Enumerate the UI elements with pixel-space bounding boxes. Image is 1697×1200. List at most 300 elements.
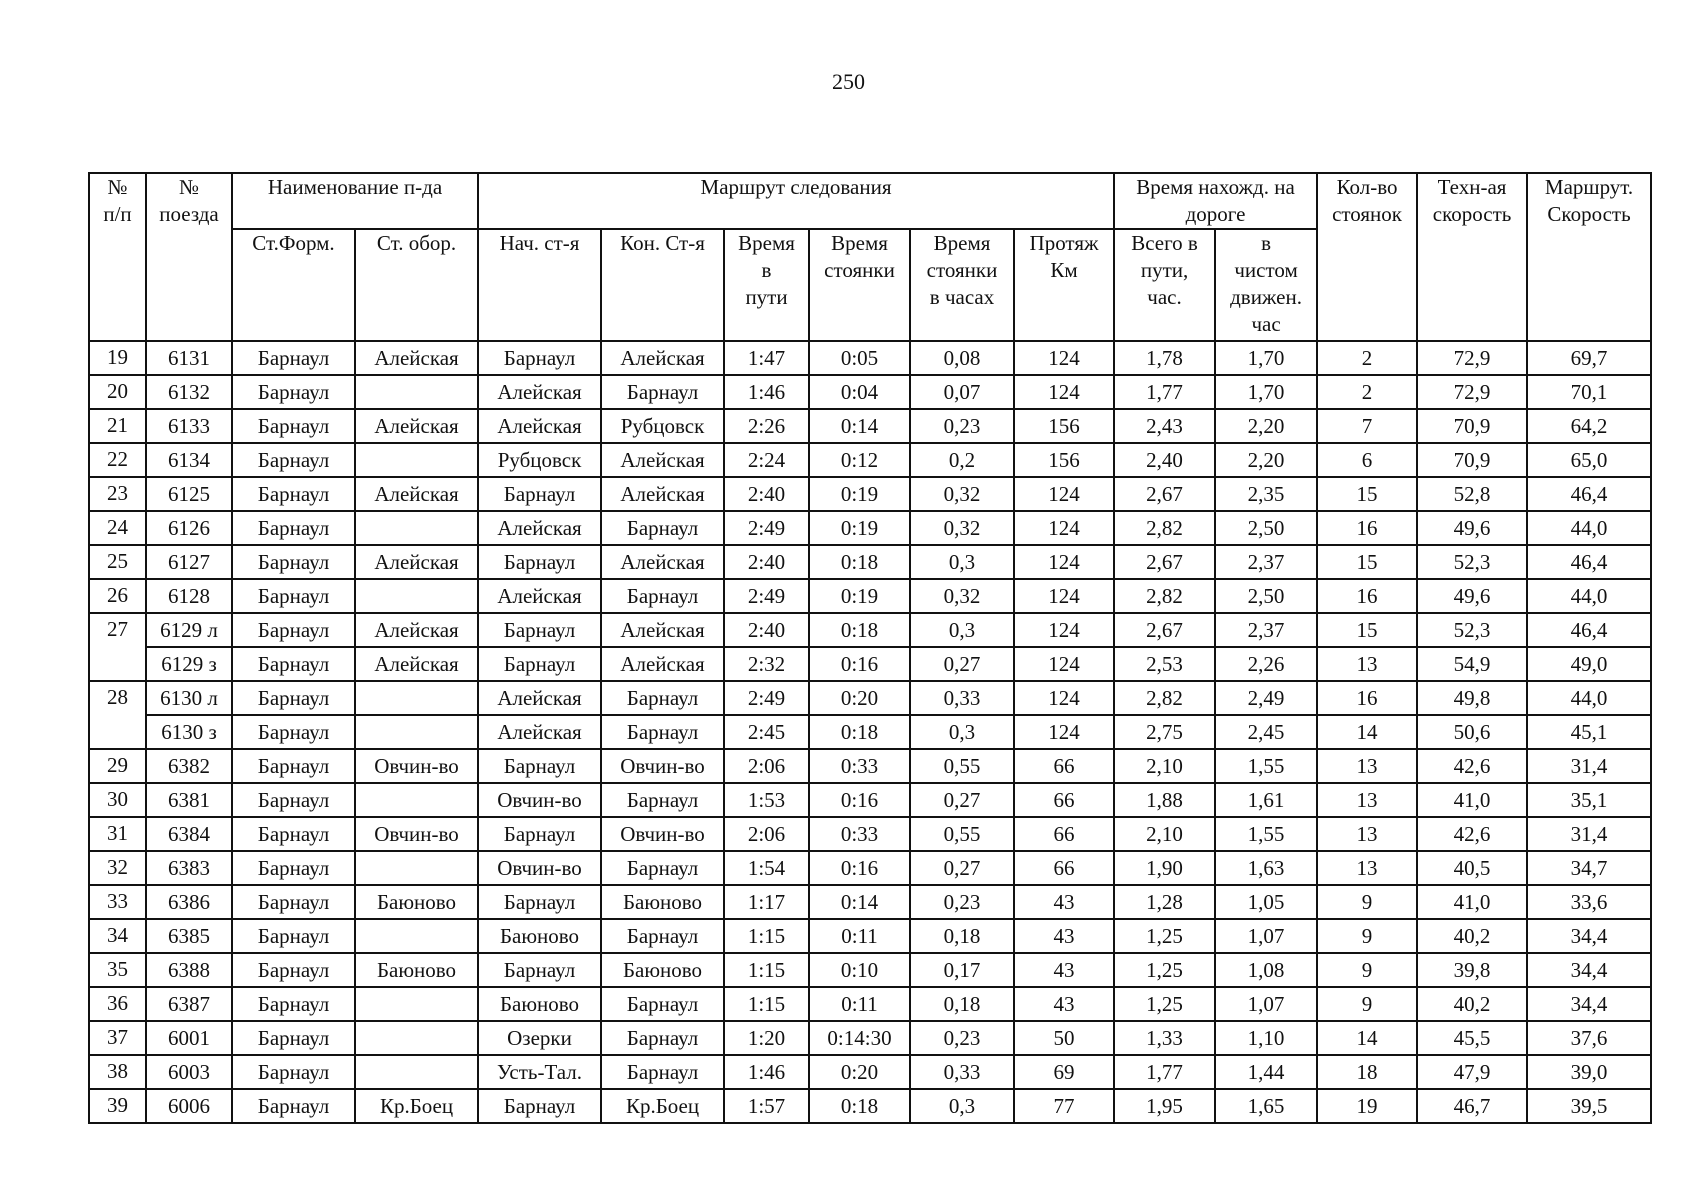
header-travel-time: Время в пути bbox=[724, 229, 809, 341]
cell-length-km: 43 bbox=[1014, 919, 1114, 953]
cell-length-km: 43 bbox=[1014, 885, 1114, 919]
cell-length-km: 43 bbox=[1014, 953, 1114, 987]
cell-row-number: 23 bbox=[89, 477, 146, 511]
cell-end-station: Алейская bbox=[601, 613, 724, 647]
cell-row-number: 26 bbox=[89, 579, 146, 613]
cell-train-number: 6383 bbox=[146, 851, 232, 885]
cell-travel-time: 1:57 bbox=[724, 1089, 809, 1123]
cell-stops-count: 9 bbox=[1317, 885, 1417, 919]
cell-total-hours: 1,77 bbox=[1114, 1055, 1215, 1089]
cell-net-hours: 1,44 bbox=[1215, 1055, 1317, 1089]
cell-route-speed: 46,4 bbox=[1527, 613, 1651, 647]
cell-tech-speed: 41,0 bbox=[1417, 783, 1527, 817]
cell-formation-station: Барнаул bbox=[232, 817, 355, 851]
cell-tech-speed: 50,6 bbox=[1417, 715, 1527, 749]
cell-row-number: 39 bbox=[89, 1089, 146, 1123]
cell-start-station: Алейская bbox=[478, 579, 601, 613]
cell-stops-count: 7 bbox=[1317, 409, 1417, 443]
cell-stops-count: 14 bbox=[1317, 715, 1417, 749]
cell-formation-station: Барнаул bbox=[232, 783, 355, 817]
cell-turnaround-station: Баюново bbox=[355, 885, 478, 919]
cell-formation-station: Барнаул bbox=[232, 579, 355, 613]
cell-stop-hours: 0,55 bbox=[910, 817, 1014, 851]
cell-net-hours: 1,61 bbox=[1215, 783, 1317, 817]
header-time-on-road: Время нахожд. на дороге bbox=[1114, 173, 1317, 229]
cell-start-station: Рубцовск bbox=[478, 443, 601, 477]
cell-stop-time: 0:14:30 bbox=[809, 1021, 910, 1055]
cell-net-hours: 1,07 bbox=[1215, 987, 1317, 1021]
cell-turnaround-station bbox=[355, 375, 478, 409]
cell-train-number: 6001 bbox=[146, 1021, 232, 1055]
header-route-speed: Маршрут. Скорость bbox=[1527, 173, 1651, 341]
cell-tech-speed: 46,7 bbox=[1417, 1089, 1527, 1123]
table-row bbox=[89, 1055, 1651, 1089]
cell-start-station: Барнаул bbox=[478, 749, 601, 783]
cell-start-station: Усть-Тал. bbox=[478, 1055, 601, 1089]
cell-tech-speed: 70,9 bbox=[1417, 409, 1527, 443]
cell-stops-count: 13 bbox=[1317, 749, 1417, 783]
cell-route-speed: 39,0 bbox=[1527, 1055, 1651, 1089]
table-row bbox=[89, 919, 1651, 953]
cell-stop-time: 0:12 bbox=[809, 443, 910, 477]
cell-start-station: Овчин-во bbox=[478, 851, 601, 885]
cell-row-number: 34 bbox=[89, 919, 146, 953]
cell-stop-hours: 0,3 bbox=[910, 715, 1014, 749]
cell-route-speed: 31,4 bbox=[1527, 817, 1651, 851]
cell-total-hours: 2,82 bbox=[1114, 579, 1215, 613]
cell-stops-count: 9 bbox=[1317, 919, 1417, 953]
cell-stop-time: 0:19 bbox=[809, 477, 910, 511]
cell-start-station: Алейская bbox=[478, 375, 601, 409]
cell-travel-time: 2:49 bbox=[724, 511, 809, 545]
cell-length-km: 156 bbox=[1014, 409, 1114, 443]
cell-travel-time: 1:20 bbox=[724, 1021, 809, 1055]
cell-route-speed: 34,4 bbox=[1527, 987, 1651, 1021]
cell-stop-time: 0:16 bbox=[809, 851, 910, 885]
cell-formation-station: Барнаул bbox=[232, 749, 355, 783]
cell-stop-time: 0:20 bbox=[809, 1055, 910, 1089]
cell-net-hours: 2,20 bbox=[1215, 409, 1317, 443]
cell-train-number: 6130 з bbox=[146, 715, 232, 749]
table-row bbox=[89, 1021, 1651, 1055]
cell-end-station: Кр.Боец bbox=[601, 1089, 724, 1123]
cell-net-hours: 2,26 bbox=[1215, 647, 1317, 681]
cell-start-station: Барнаул bbox=[478, 817, 601, 851]
cell-net-hours: 1,70 bbox=[1215, 375, 1317, 409]
cell-travel-time: 1:17 bbox=[724, 885, 809, 919]
cell-train-number: 6134 bbox=[146, 443, 232, 477]
cell-net-hours: 1,10 bbox=[1215, 1021, 1317, 1055]
cell-length-km: 69 bbox=[1014, 1055, 1114, 1089]
cell-end-station: Алейская bbox=[601, 443, 724, 477]
cell-tech-speed: 52,3 bbox=[1417, 613, 1527, 647]
cell-stop-time: 0:16 bbox=[809, 783, 910, 817]
cell-stop-time: 0:14 bbox=[809, 885, 910, 919]
cell-formation-station: Барнаул bbox=[232, 477, 355, 511]
header-stop-time: Время стоянки bbox=[809, 229, 910, 341]
cell-turnaround-station bbox=[355, 511, 478, 545]
cell-stop-time: 0:18 bbox=[809, 545, 910, 579]
train-schedule-table bbox=[88, 172, 1652, 1124]
cell-stop-time: 0:14 bbox=[809, 409, 910, 443]
cell-total-hours: 2,40 bbox=[1114, 443, 1215, 477]
cell-travel-time: 2:24 bbox=[724, 443, 809, 477]
cell-travel-time: 2:40 bbox=[724, 613, 809, 647]
cell-travel-time: 1:47 bbox=[724, 341, 809, 375]
cell-stops-count: 16 bbox=[1317, 511, 1417, 545]
cell-total-hours: 2,82 bbox=[1114, 681, 1215, 715]
header-stops-count: Кол-во стоянок bbox=[1317, 173, 1417, 341]
cell-turnaround-station: Алейская bbox=[355, 477, 478, 511]
cell-route-speed: 70,1 bbox=[1527, 375, 1651, 409]
table-row bbox=[89, 953, 1651, 987]
cell-net-hours: 2,35 bbox=[1215, 477, 1317, 511]
cell-stop-time: 0:20 bbox=[809, 681, 910, 715]
table-row bbox=[89, 885, 1651, 919]
cell-total-hours: 1,95 bbox=[1114, 1089, 1215, 1123]
cell-stops-count: 6 bbox=[1317, 443, 1417, 477]
header-turnaround-station: Ст. обор. bbox=[355, 229, 478, 341]
cell-total-hours: 1,25 bbox=[1114, 919, 1215, 953]
cell-stop-hours: 0,3 bbox=[910, 1089, 1014, 1123]
table-row bbox=[89, 817, 1651, 851]
cell-net-hours: 2,20 bbox=[1215, 443, 1317, 477]
cell-start-station: Барнаул bbox=[478, 647, 601, 681]
cell-end-station: Баюново bbox=[601, 953, 724, 987]
cell-turnaround-station: Алейская bbox=[355, 341, 478, 375]
cell-start-station: Баюново bbox=[478, 987, 601, 1021]
table-row bbox=[89, 477, 1651, 511]
cell-row-number: 24 bbox=[89, 511, 146, 545]
cell-total-hours: 1,25 bbox=[1114, 987, 1215, 1021]
cell-travel-time: 2:49 bbox=[724, 681, 809, 715]
cell-route-speed: 35,1 bbox=[1527, 783, 1651, 817]
cell-stops-count: 13 bbox=[1317, 647, 1417, 681]
cell-start-station: Алейская bbox=[478, 681, 601, 715]
cell-stop-time: 0:33 bbox=[809, 749, 910, 783]
cell-train-number: 6129 з bbox=[146, 647, 232, 681]
cell-stop-time: 0:05 bbox=[809, 341, 910, 375]
cell-route-speed: 34,4 bbox=[1527, 953, 1651, 987]
table-row bbox=[89, 409, 1651, 443]
cell-start-station: Озерки bbox=[478, 1021, 601, 1055]
cell-travel-time: 2:49 bbox=[724, 579, 809, 613]
cell-stops-count: 9 bbox=[1317, 953, 1417, 987]
cell-turnaround-station: Алейская bbox=[355, 647, 478, 681]
cell-formation-station: Барнаул bbox=[232, 885, 355, 919]
cell-stop-time: 0:19 bbox=[809, 579, 910, 613]
cell-formation-station: Барнаул bbox=[232, 851, 355, 885]
cell-stops-count: 2 bbox=[1317, 341, 1417, 375]
cell-formation-station: Барнаул bbox=[232, 1021, 355, 1055]
cell-formation-station: Барнаул bbox=[232, 341, 355, 375]
cell-total-hours: 2,10 bbox=[1114, 749, 1215, 783]
cell-train-number: 6388 bbox=[146, 953, 232, 987]
header-end-station: Кон. Ст-я bbox=[601, 229, 724, 341]
cell-route-speed: 44,0 bbox=[1527, 511, 1651, 545]
cell-tech-speed: 49,8 bbox=[1417, 681, 1527, 715]
cell-formation-station: Барнаул bbox=[232, 375, 355, 409]
cell-turnaround-station: Баюново bbox=[355, 953, 478, 987]
cell-tech-speed: 52,8 bbox=[1417, 477, 1527, 511]
cell-start-station: Барнаул bbox=[478, 341, 601, 375]
cell-tech-speed: 52,3 bbox=[1417, 545, 1527, 579]
cell-travel-time: 1:54 bbox=[724, 851, 809, 885]
cell-tech-speed: 45,5 bbox=[1417, 1021, 1527, 1055]
cell-end-station: Овчин-во bbox=[601, 817, 724, 851]
cell-travel-time: 1:15 bbox=[724, 919, 809, 953]
cell-formation-station: Барнаул bbox=[232, 613, 355, 647]
cell-tech-speed: 54,9 bbox=[1417, 647, 1527, 681]
cell-start-station: Барнаул bbox=[478, 1089, 601, 1123]
cell-travel-time: 1:53 bbox=[724, 783, 809, 817]
cell-total-hours: 1,78 bbox=[1114, 341, 1215, 375]
cell-stop-hours: 0,17 bbox=[910, 953, 1014, 987]
cell-formation-station: Барнаул bbox=[232, 409, 355, 443]
cell-stop-time: 0:19 bbox=[809, 511, 910, 545]
cell-stops-count: 9 bbox=[1317, 987, 1417, 1021]
cell-travel-time: 1:46 bbox=[724, 1055, 809, 1089]
cell-turnaround-station bbox=[355, 987, 478, 1021]
header-tech-speed: Техн-ая скорость bbox=[1417, 173, 1527, 341]
cell-train-number: 6385 bbox=[146, 919, 232, 953]
cell-travel-time: 2:40 bbox=[724, 545, 809, 579]
cell-stops-count: 13 bbox=[1317, 851, 1417, 885]
cell-stop-hours: 0,23 bbox=[910, 885, 1014, 919]
cell-turnaround-station bbox=[355, 1055, 478, 1089]
cell-end-station: Алейская bbox=[601, 545, 724, 579]
cell-end-station: Алейская bbox=[601, 647, 724, 681]
cell-net-hours: 2,50 bbox=[1215, 579, 1317, 613]
cell-stop-hours: 0,18 bbox=[910, 987, 1014, 1021]
cell-row-number: 36 bbox=[89, 987, 146, 1021]
page-number: 250 bbox=[832, 69, 865, 94]
cell-row-number: 22 bbox=[89, 443, 146, 477]
cell-row-number: 31 bbox=[89, 817, 146, 851]
cell-net-hours: 1,07 bbox=[1215, 919, 1317, 953]
cell-row-number: 28 bbox=[89, 681, 146, 749]
cell-net-hours: 1,55 bbox=[1215, 817, 1317, 851]
cell-stop-time: 0:18 bbox=[809, 613, 910, 647]
cell-travel-time: 2:40 bbox=[724, 477, 809, 511]
cell-turnaround-station: Кр.Боец bbox=[355, 1089, 478, 1123]
cell-train-number: 6128 bbox=[146, 579, 232, 613]
cell-stop-hours: 0,27 bbox=[910, 783, 1014, 817]
cell-tech-speed: 40,2 bbox=[1417, 919, 1527, 953]
cell-row-number: 19 bbox=[89, 341, 146, 375]
cell-length-km: 124 bbox=[1014, 341, 1114, 375]
cell-end-station: Барнаул bbox=[601, 783, 724, 817]
cell-turnaround-station bbox=[355, 1021, 478, 1055]
cell-row-number: 30 bbox=[89, 783, 146, 817]
header-route: Маршрут следования bbox=[478, 173, 1114, 229]
cell-route-speed: 69,7 bbox=[1527, 341, 1651, 375]
cell-stop-time: 0:18 bbox=[809, 1089, 910, 1123]
cell-route-speed: 33,6 bbox=[1527, 885, 1651, 919]
cell-train-number: 6386 bbox=[146, 885, 232, 919]
cell-tech-speed: 72,9 bbox=[1417, 341, 1527, 375]
cell-length-km: 124 bbox=[1014, 545, 1114, 579]
cell-turnaround-station bbox=[355, 919, 478, 953]
cell-total-hours: 2,53 bbox=[1114, 647, 1215, 681]
table-row bbox=[89, 987, 1651, 1021]
cell-total-hours: 1,28 bbox=[1114, 885, 1215, 919]
cell-stop-time: 0:18 bbox=[809, 715, 910, 749]
cell-train-number: 6129 л bbox=[146, 613, 232, 647]
table-body bbox=[89, 341, 1651, 1123]
cell-stop-time: 0:11 bbox=[809, 919, 910, 953]
cell-route-speed: 44,0 bbox=[1527, 681, 1651, 715]
cell-total-hours: 2,82 bbox=[1114, 511, 1215, 545]
header-train-number: № поезда bbox=[146, 173, 232, 341]
cell-stop-hours: 0,3 bbox=[910, 613, 1014, 647]
cell-turnaround-station bbox=[355, 579, 478, 613]
cell-train-number: 6126 bbox=[146, 511, 232, 545]
cell-net-hours: 2,45 bbox=[1215, 715, 1317, 749]
cell-formation-station: Барнаул bbox=[232, 1055, 355, 1089]
cell-stop-hours: 0,23 bbox=[910, 409, 1014, 443]
cell-start-station: Алейская bbox=[478, 715, 601, 749]
cell-length-km: 124 bbox=[1014, 681, 1114, 715]
cell-start-station: Барнаул bbox=[478, 545, 601, 579]
cell-route-speed: 64,2 bbox=[1527, 409, 1651, 443]
cell-turnaround-station: Алейская bbox=[355, 545, 478, 579]
header-net-hours: в чистом движен. час bbox=[1215, 229, 1317, 341]
cell-stops-count: 2 bbox=[1317, 375, 1417, 409]
cell-total-hours: 1,77 bbox=[1114, 375, 1215, 409]
cell-length-km: 66 bbox=[1014, 749, 1114, 783]
cell-row-number: 38 bbox=[89, 1055, 146, 1089]
cell-train-number: 6003 bbox=[146, 1055, 232, 1089]
cell-travel-time: 2:32 bbox=[724, 647, 809, 681]
cell-formation-station: Барнаул bbox=[232, 443, 355, 477]
cell-formation-station: Барнаул bbox=[232, 715, 355, 749]
cell-train-number: 6382 bbox=[146, 749, 232, 783]
cell-stop-hours: 0,32 bbox=[910, 477, 1014, 511]
cell-route-speed: 45,1 bbox=[1527, 715, 1651, 749]
cell-start-station: Барнаул bbox=[478, 613, 601, 647]
cell-turnaround-station bbox=[355, 681, 478, 715]
cell-stop-hours: 0,18 bbox=[910, 919, 1014, 953]
header-train-name: Наименование п-да bbox=[232, 173, 478, 229]
table-row bbox=[89, 579, 1651, 613]
cell-end-station: Барнаул bbox=[601, 851, 724, 885]
cell-row-number: 27 bbox=[89, 613, 146, 681]
cell-stop-hours: 0,55 bbox=[910, 749, 1014, 783]
cell-train-number: 6132 bbox=[146, 375, 232, 409]
cell-row-number: 37 bbox=[89, 1021, 146, 1055]
cell-stop-time: 0:33 bbox=[809, 817, 910, 851]
cell-travel-time: 1:15 bbox=[724, 987, 809, 1021]
cell-row-number: 25 bbox=[89, 545, 146, 579]
cell-length-km: 156 bbox=[1014, 443, 1114, 477]
cell-stop-hours: 0,33 bbox=[910, 681, 1014, 715]
cell-end-station: Барнаул bbox=[601, 919, 724, 953]
cell-train-number: 6131 bbox=[146, 341, 232, 375]
cell-route-speed: 65,0 bbox=[1527, 443, 1651, 477]
cell-travel-time: 2:45 bbox=[724, 715, 809, 749]
cell-total-hours: 1,33 bbox=[1114, 1021, 1215, 1055]
cell-tech-speed: 70,9 bbox=[1417, 443, 1527, 477]
cell-net-hours: 2,37 bbox=[1215, 613, 1317, 647]
cell-stops-count: 16 bbox=[1317, 681, 1417, 715]
cell-total-hours: 2,75 bbox=[1114, 715, 1215, 749]
cell-train-number: 6125 bbox=[146, 477, 232, 511]
cell-length-km: 77 bbox=[1014, 1089, 1114, 1123]
cell-total-hours: 2,67 bbox=[1114, 477, 1215, 511]
header-formation-station: Ст.Форм. bbox=[232, 229, 355, 341]
cell-train-number: 6006 bbox=[146, 1089, 232, 1123]
cell-start-station: Барнаул bbox=[478, 885, 601, 919]
table-row bbox=[89, 851, 1651, 885]
cell-tech-speed: 42,6 bbox=[1417, 749, 1527, 783]
cell-end-station: Алейская bbox=[601, 477, 724, 511]
cell-length-km: 124 bbox=[1014, 511, 1114, 545]
header-row-number: № п/п bbox=[89, 173, 146, 341]
cell-formation-station: Барнаул bbox=[232, 511, 355, 545]
cell-net-hours: 1,65 bbox=[1215, 1089, 1317, 1123]
cell-route-speed: 31,4 bbox=[1527, 749, 1651, 783]
cell-length-km: 124 bbox=[1014, 375, 1114, 409]
cell-stops-count: 15 bbox=[1317, 545, 1417, 579]
cell-stops-count: 18 bbox=[1317, 1055, 1417, 1089]
cell-tech-speed: 40,5 bbox=[1417, 851, 1527, 885]
cell-start-station: Алейская bbox=[478, 409, 601, 443]
cell-net-hours: 1,08 bbox=[1215, 953, 1317, 987]
cell-route-speed: 46,4 bbox=[1527, 545, 1651, 579]
cell-stops-count: 15 bbox=[1317, 477, 1417, 511]
cell-train-number: 6130 л bbox=[146, 681, 232, 715]
cell-turnaround-station: Овчин-во bbox=[355, 817, 478, 851]
cell-turnaround-station: Алейская bbox=[355, 613, 478, 647]
cell-end-station: Барнаул bbox=[601, 375, 724, 409]
cell-turnaround-station bbox=[355, 783, 478, 817]
cell-route-speed: 46,4 bbox=[1527, 477, 1651, 511]
cell-formation-station: Барнаул bbox=[232, 545, 355, 579]
cell-net-hours: 1,70 bbox=[1215, 341, 1317, 375]
cell-route-speed: 37,6 bbox=[1527, 1021, 1651, 1055]
cell-end-station: Овчин-во bbox=[601, 749, 724, 783]
cell-start-station: Барнаул bbox=[478, 477, 601, 511]
table-row bbox=[89, 681, 1651, 715]
cell-tech-speed: 39,8 bbox=[1417, 953, 1527, 987]
cell-total-hours: 1,90 bbox=[1114, 851, 1215, 885]
cell-start-station: Барнаул bbox=[478, 953, 601, 987]
cell-total-hours: 1,88 bbox=[1114, 783, 1215, 817]
cell-train-number: 6387 bbox=[146, 987, 232, 1021]
cell-stop-time: 0:16 bbox=[809, 647, 910, 681]
cell-length-km: 66 bbox=[1014, 783, 1114, 817]
cell-stops-count: 15 bbox=[1317, 613, 1417, 647]
cell-net-hours: 1,55 bbox=[1215, 749, 1317, 783]
cell-stop-hours: 0,32 bbox=[910, 511, 1014, 545]
cell-net-hours: 2,37 bbox=[1215, 545, 1317, 579]
cell-length-km: 124 bbox=[1014, 715, 1114, 749]
cell-end-station: Барнаул bbox=[601, 1055, 724, 1089]
cell-train-number: 6381 bbox=[146, 783, 232, 817]
cell-total-hours: 2,67 bbox=[1114, 545, 1215, 579]
cell-row-number: 33 bbox=[89, 885, 146, 919]
cell-end-station: Барнаул bbox=[601, 1021, 724, 1055]
cell-stop-hours: 0,27 bbox=[910, 647, 1014, 681]
cell-turnaround-station bbox=[355, 851, 478, 885]
cell-end-station: Рубцовск bbox=[601, 409, 724, 443]
cell-row-number: 21 bbox=[89, 409, 146, 443]
cell-stop-hours: 0,3 bbox=[910, 545, 1014, 579]
cell-stop-time: 0:10 bbox=[809, 953, 910, 987]
cell-turnaround-station bbox=[355, 443, 478, 477]
cell-stop-hours: 0,07 bbox=[910, 375, 1014, 409]
